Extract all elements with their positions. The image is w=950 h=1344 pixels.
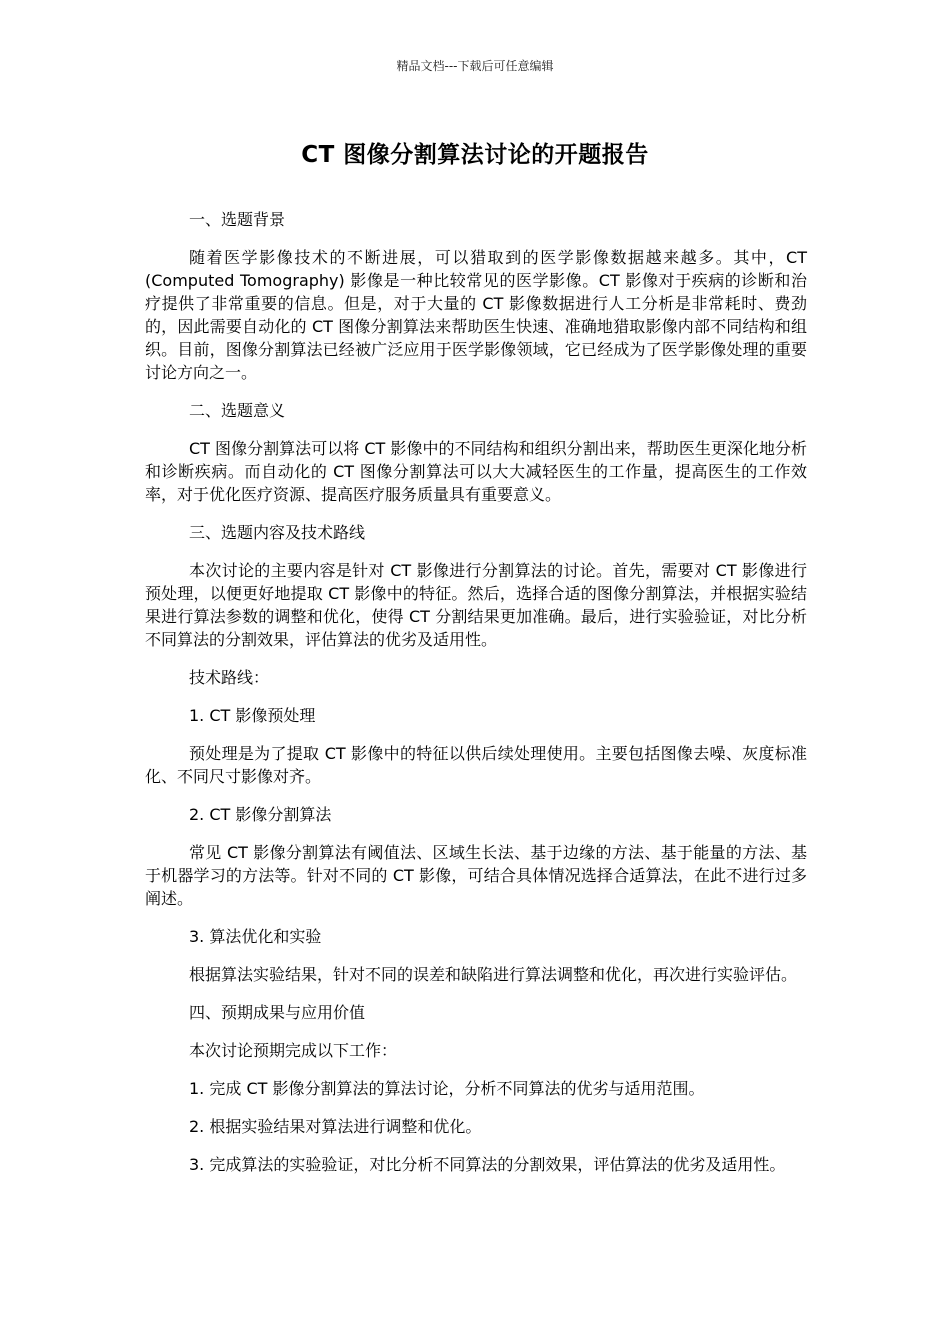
paragraph-content: 本次讨论的主要内容是针对 CT 影像进行分割算法的讨论。首先，需要对 CT 影像进行预处理，以便更好地提取 CT 影像中的特征。然后，选择合适的图像分割算法，并根据实验结果进行算法参数的调整和优化，使得 CT 分割结果更加准确。最后，进行实验验证，对比分析不同算法的分割效果，评估算法的优劣及适用性。 bbox=[145, 561, 807, 649]
route-step-optimization: 3. 算法优化和实验 bbox=[189, 927, 322, 946]
section-heading-content-route: 三、选题内容及技术路线 bbox=[189, 523, 366, 542]
paragraph-preprocessing: 预处理是为了提取 CT 影像中的特征以供后续处理使用。主要包括图像去噪、灰度标准化、不同尺寸影像对齐。 bbox=[145, 744, 807, 786]
section-heading-expected-results: 四、预期成果与应用价值 bbox=[189, 1003, 366, 1022]
expected-item-1: 1. 完成 CT 影像分割算法的算法讨论，分析不同算法的优劣与适用范围。 bbox=[189, 1079, 705, 1098]
paragraph-background: 随着医学影像技术的不断进展，可以猎取到的医学影像数据越来越多。其中，CT (Computed Tomography) 影像是一种比较常见的医学影像。CT 影像对于疾病的诊断和治疗提供了非常重要的信息。但是，对于大量的 CT 影像数据进行人工分析是非常耗时、费劲的，因此需要自动化的 CT 图像分割算法来帮助医生快速、准确地猎取影像内部不同结构和组织。目前，图像分割算法已经被广泛应用于医学影像领域，它已经成为了医学影像处理的重要讨论方向之一。 bbox=[145, 248, 807, 382]
document-body bbox=[145, 208, 807, 1176]
technical-route-label: 技术路线： bbox=[189, 668, 270, 687]
expected-item-3: 3. 完成算法的实验验证，对比分析不同算法的分割效果，评估算法的优劣及适用性。 bbox=[189, 1155, 786, 1174]
section-heading-significance: 二、选题意义 bbox=[189, 401, 286, 420]
route-step-segmentation: 2. CT 影像分割算法 bbox=[189, 805, 332, 824]
paragraph-expected-intro: 本次讨论预期完成以下工作： bbox=[189, 1041, 398, 1060]
page-header-note: 精品文档---下载后可任意编辑 bbox=[396, 59, 554, 73]
route-step-preprocessing: 1. CT 影像预处理 bbox=[189, 706, 316, 725]
paragraph-segmentation: 常见 CT 影像分割算法有阈值法、区域生长法、基于边缘的方法、基于能量的方法、基于机器学习的方法等。针对不同的 CT 影像，可结合具体情况选择合适算法，在此不进行过多阐述。 bbox=[145, 843, 807, 908]
section-heading-background: 一、选题背景 bbox=[189, 210, 286, 229]
paragraph-significance: CT 图像分割算法可以将 CT 影像中的不同结构和组织分割出来，帮助医生更深化地分析和诊断疾病。而自动化的 CT 图像分割算法可以大大减轻医生的工作量，提高医生的工作效率，对于优化医疗资源、提高医疗服务质量具有重要意义。 bbox=[145, 439, 807, 504]
expected-item-2: 2. 根据实验结果对算法进行调整和优化。 bbox=[189, 1117, 482, 1136]
document-title: CT 图像分割算法讨论的开题报告 bbox=[301, 142, 649, 168]
paragraph-optimization: 根据算法实验结果，针对不同的误差和缺陷进行算法调整和优化，再次进行实验评估。 bbox=[189, 965, 798, 984]
